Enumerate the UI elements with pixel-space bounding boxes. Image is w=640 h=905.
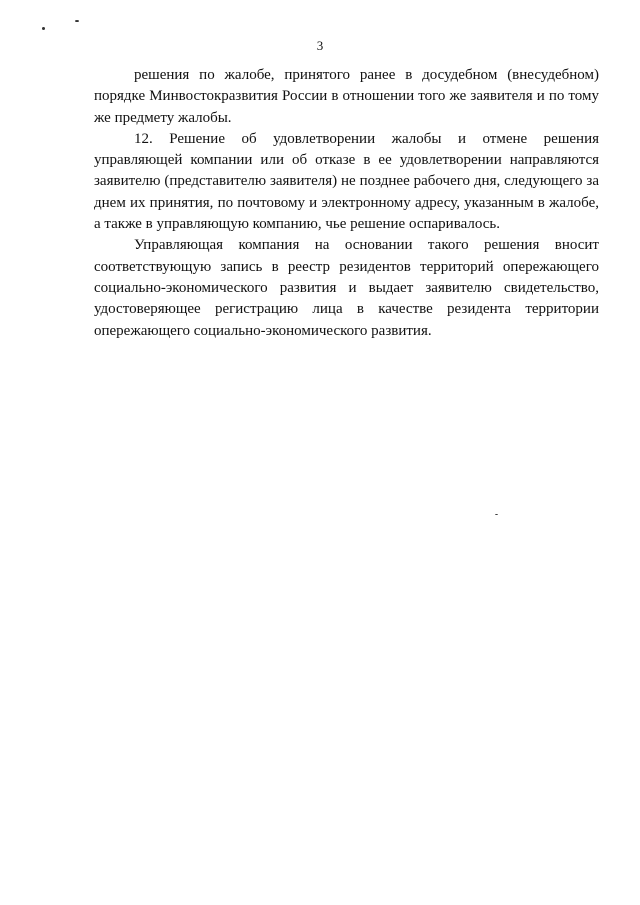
paragraph-item-12: 12. Решение об удовлетворении жалобы и отмене решения управляющей компании или об отказе в ее удовлетворении направляются заявителю (представителю заявителя) не позднее рабочего дня, следующего за днем их принятия, по почтовому и электронному адресу, указанным в жалобе, а также в управляющую компанию, чье решение оспаривалось. — [94, 130, 599, 233]
paragraph-continuation: решения по жалобе, принятого ранее в досудебном (внесудебном) порядке Минвостокразвития России в отношении того же заявителя и по тому же предмету жалобы. — [94, 67, 599, 126]
paragraph-management-company: Управляющая компания на основании такого решения вносит соответствующую запись в реестр резидентов территорий опережающего социально-экономического развития и выдает заявителю свидетельство, удостоверяющее регистрацию лица в качестве резидента территории опережающего социально-экономического развития. — [94, 237, 599, 339]
page-number: 3 — [316, 38, 324, 53]
scan-speck — [75, 20, 79, 22]
scan-speck — [495, 514, 498, 515]
document-body — [94, 65, 599, 342]
scan-speck — [42, 27, 45, 30]
